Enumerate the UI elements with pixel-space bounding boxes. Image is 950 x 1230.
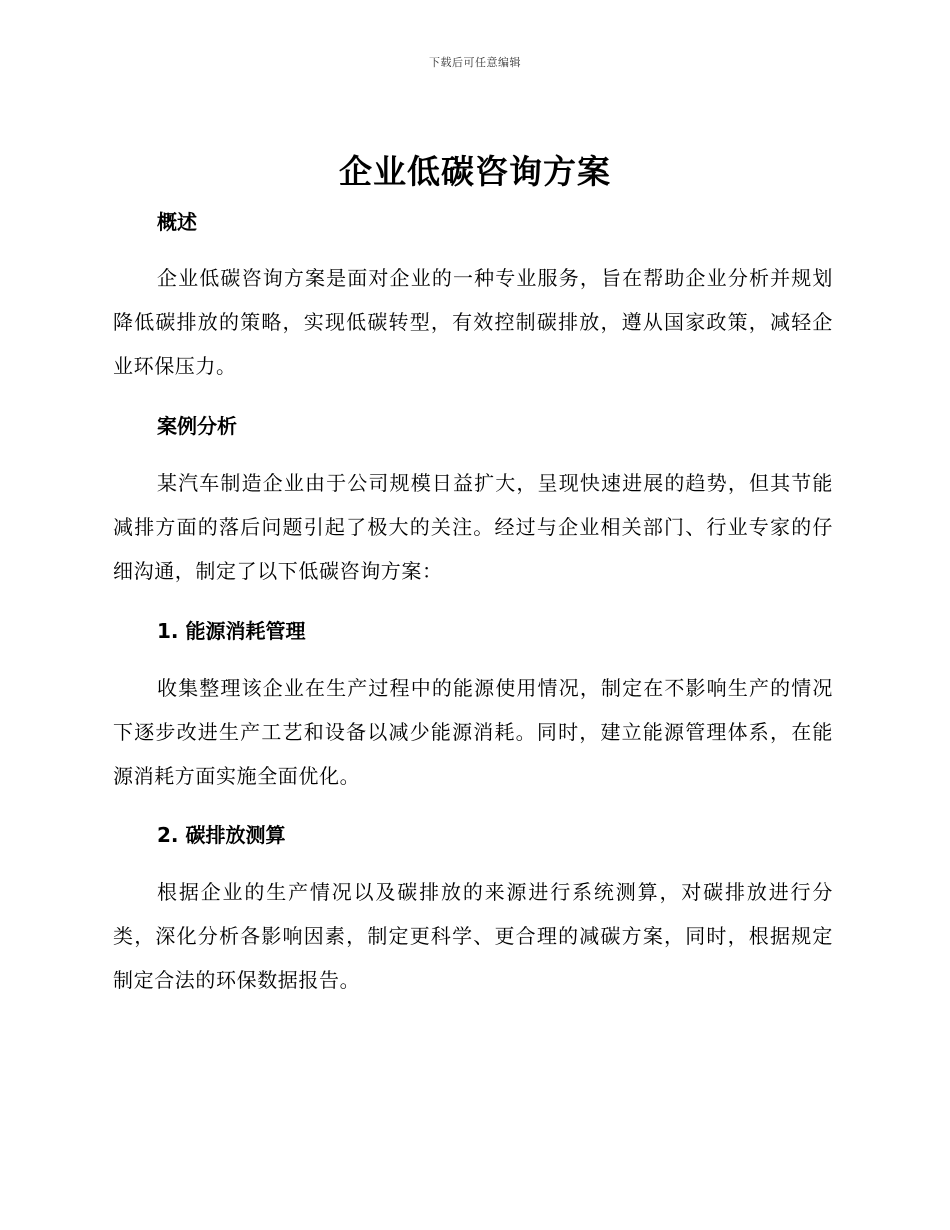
section-heading-case-analysis: 案例分析: [157, 414, 237, 438]
section-heading-carbon-measurement: 2. 碳排放测算: [157, 823, 286, 847]
document-title: 企业低碳咨询方案: [339, 152, 611, 191]
section-heading-energy-management: 1. 能源消耗管理: [157, 619, 306, 643]
paragraph-overview: 企业低碳咨询方案是面对企业的一种专业服务，旨在帮助企业分析并规划降低碳排放的策略，实现低碳转型，有效控制碳排放，遵从国家政策，减轻企业环保压力。: [113, 266, 833, 378]
paragraph-case-analysis: 某汽车制造企业由于公司规模日益扩大，呈现快速进展的趋势，但其节能减排方面的落后问题引起了极大的关注。经过与企业相关部门、行业专家的仔细沟通，制定了以下低碳咨询方案：: [113, 471, 833, 583]
section-heading-overview: 概述: [157, 210, 197, 234]
paragraph-carbon-measurement: 根据企业的生产情况以及碳排放的来源进行系统测算，对碳排放进行分类，深化分析各影响因素，制定更科学、更合理的减碳方案，同时，根据规定制定合法的环保数据报告。: [113, 880, 833, 992]
header-note: 下载后可任意编辑: [429, 56, 521, 69]
paragraph-energy-management: 收集整理该企业在生产过程中的能源使用情况，制定在不影响生产的情况下逐步改进生产工艺和设备以减少能源消耗。同时，建立能源管理体系，在能源消耗方面实施全面优化。: [113, 676, 833, 788]
